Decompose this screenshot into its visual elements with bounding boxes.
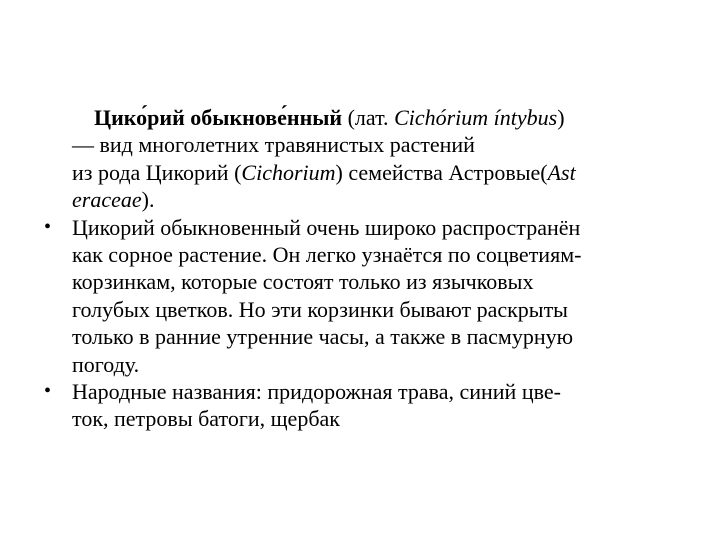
bullet-marker: •	[44, 215, 52, 238]
intro-paragraph	[36, 104, 696, 214]
latin-name: Cichórium íntybus	[394, 105, 558, 130]
bullet-marker: •	[44, 380, 52, 403]
lat-prefix: (лат.	[342, 105, 395, 130]
genus-prefix: из рода Цикорий (	[72, 159, 242, 185]
bullet-1-line: Цикорий обыкновенный очень широко распространён	[72, 214, 581, 240]
bullet-paragraph-2	[36, 378, 696, 433]
intro-line-2: — вид многолетних травянистых растений	[72, 132, 475, 158]
bullet-1-line: корзинкам, которые состоят только из язычковых	[72, 269, 534, 295]
intro-line-1	[72, 104, 696, 131]
bullet-2-line: ток, петровы батоги, щербак	[72, 406, 340, 432]
bullet-2-line: Народные названия: придорожная трава, синий цве-	[72, 379, 561, 405]
family-name-part2: eraceae	[72, 187, 142, 213]
family-name-part1: Ast	[547, 159, 576, 185]
bullet-1-line: голубых цветков. Но эти корзинки бывают раскрыты	[72, 296, 568, 322]
intro-end: ).	[141, 187, 155, 213]
genus-name: Cichorium	[241, 159, 336, 185]
bullet-paragraph-1	[36, 214, 696, 378]
bullet-1-line: как сорное растение. Он легко узнаётся по соцветиям-	[72, 242, 582, 268]
lat-suffix: )	[557, 105, 565, 130]
family-prefix: ) семейства Астровые(	[335, 159, 548, 185]
text-block	[36, 104, 696, 433]
bullet-1-line: только в ранние утренние часы, а также в пасмурную	[72, 324, 574, 350]
intro-line-4	[72, 186, 696, 213]
intro-line-3	[72, 159, 696, 186]
term-title: Цико́рий обыкнове́нный	[94, 105, 343, 130]
bullet-1-line: погоду.	[72, 351, 140, 377]
